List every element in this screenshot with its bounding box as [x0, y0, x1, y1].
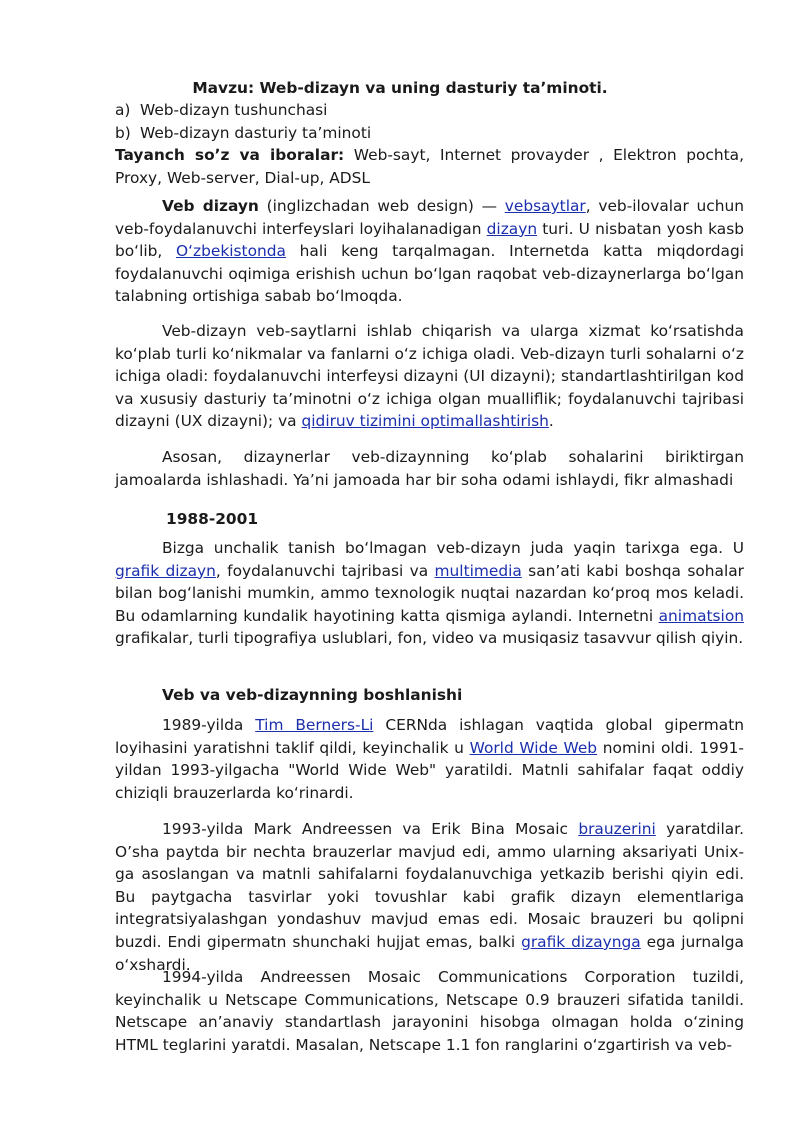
paragraph-veb-dizayn — [115, 195, 744, 308]
text-run: hali keng tarqalmagan. Internetda katta miqdordagi foydalanuvchi oqimiga erishish uchun boʻlgan raqobat veb-dizaynerlarga boʻlgan talabning ortishiga sabab boʻlmoqda. — [115, 242, 744, 306]
list-text: Web-dizayn dasturiy taʼminoti — [140, 123, 372, 142]
link-brauzerini[interactable]: brauzerini — [578, 820, 656, 838]
list-text: Web-dizayn tushunchasi — [140, 101, 328, 119]
paragraph-jamoalar: Asosan, dizaynerlar veb-dizaynning koʻplab sohalarini biriktirgan jamoalarda ishlashadi. Yaʼni jamoada har bir soha odami ishlaydi, fikr almashadi — [115, 448, 744, 489]
link-grafik-dizayn[interactable]: grafik dizayn — [115, 561, 216, 580]
link-animatsion[interactable]: animatsion — [658, 606, 744, 625]
list-marker: a) — [115, 101, 131, 119]
text-run: (inglizchadan web design) — — [258, 197, 505, 215]
text-run: 1989-yilda — [162, 716, 256, 734]
paragraph-veb-dizayn-sohalari — [115, 320, 744, 433]
link-qidiruv-tizimini[interactable]: qidiruv tizimini optimallashtirish — [301, 412, 549, 431]
list-marker: b) — [115, 123, 131, 142]
text-run: Veb-dizayn veb-saytlarni ishlab chiqarish va ularga xizmat koʻrsatishda koʻplab turli koʻnikmalar va fanlarni oʻz ichiga oladi. Veb-dizayn turli sohalarni oʻz ichiga oladi: foydalanuvchi interfeysi dizayni (UI dizayni); standartlashtirilgan kod va xususiy dasturiy taʼminotni oʻz ichiga olgan mualliflik; foydalanuvchi tajribasi dizayni (UX dizayni); va — [115, 322, 744, 431]
link-dizayn[interactable]: dizayn — [486, 219, 538, 238]
page-title: Mavzu: Web-dizayn va uning dasturiy taʼminoti. — [192, 79, 608, 97]
text-run: sanʼati kabi boshqa sohalar bilan bogʻlanishi mumkin, ammo texnologik nuqtai nazardan koʻproq mos keladi. Bu odamlarning kundalik hayotining katta qismiga aylandi. Internetni — [115, 561, 744, 625]
keywords-label: Tayanch soʼz va iboralar: — [115, 146, 345, 164]
paragraph-1994: 1994-yilda Andreessen Mosaic Communications Corporation tuzildi, keyinchalik u Netscape Communications, Netscape 0.9 brauzeri sifatida tanildi. Netscape anʼanaviy standartlash jarayonini hisobga olmagan holda oʻzining HTML teglarini yaratdi. Masalan, Netscape 1.1 fon ranglarini oʻzgartirish va veb- — [115, 968, 744, 1054]
link-tim-berners-li[interactable]: Tim Berners-Li — [255, 716, 374, 734]
text-run: Bizga unchalik tanish boʻlmagan veb-dizayn juda yaqin tarixga ega. U — [162, 539, 744, 557]
text-run: nomini oldi. 1991-yildan 1993-yilgacha "World Wide Web" yaratildi. Matnli sahifalar faqat oddiy chiziqli brauzerlarda koʻrinardi. — [115, 738, 744, 802]
text-run: 1993-yilda Mark Andreessen va Erik Bina Mosaic — [162, 820, 579, 838]
link-multimedia[interactable]: multimedia — [434, 561, 522, 580]
term-veb-dizayn: Veb dizayn — [162, 197, 259, 215]
link-grafik-dizaynga[interactable]: grafik dizaynga — [521, 932, 641, 951]
paragraph-tarix — [115, 537, 744, 650]
text-run: . — [548, 412, 554, 431]
text-run: CERNda ishlagan vaqtida global gipermatn loyihasini yaratishni taklif qildi, keyinchalik u — [115, 716, 744, 757]
text-run: yaratdilar. Oʼsha paytda bir nechta brauzerlar mavjud edi, ammo ularning aksariyati Unix-ga asoslangan va matnli sahifalarni foydalanuvchiga yetkazib berishi qiyin edi. Bu paytgacha tasvirlar yoki tovushlar kabi grafik dizayn elementlariga integratsiyalashgan yondashuv mavjud emas edi. Mosaic brauzeri bu qolipni buzdi. Endi gipermatn shunchaki hujjat emas, balki — [115, 820, 744, 951]
list-item — [115, 99, 744, 122]
text-run: grafikalar, turli tipografiya uslublari, fon, video va musiqasiz tasavvur qilish qiyin. — [115, 629, 744, 648]
outline-list — [115, 99, 744, 144]
section-heading-1988-2001: 1988-2001 — [166, 510, 259, 528]
paragraph-1989 — [115, 714, 744, 804]
keywords-text: Web-sayt, Internet provayder , Elektron pochta, Proxy, Web-server, Dial-up, ADSL — [115, 146, 744, 187]
keywords-paragraph — [115, 144, 744, 189]
link-vebsaytlar[interactable]: vebsaytlar — [504, 197, 586, 215]
section-heading-boshlanishi: Veb va veb-dizaynning boshlanishi — [162, 686, 463, 704]
text-run: ega jurnalga oʻxshardi. — [115, 932, 744, 974]
link-ozbekistonda[interactable]: Oʻzbekistonda — [176, 242, 286, 261]
text-run: , foydalanuvchi tajribasi va — [215, 561, 435, 580]
list-item — [115, 122, 744, 145]
text-run: turi. U nisbatan yosh kasb boʻlib, — [115, 219, 744, 261]
link-world-wide-web[interactable]: World Wide Web — [469, 738, 598, 757]
paragraph-1993 — [115, 818, 744, 976]
text-run: , veb-ilovalar uchun veb-foydalanuvchi interfeyslari loyihalanadigan — [115, 197, 744, 238]
